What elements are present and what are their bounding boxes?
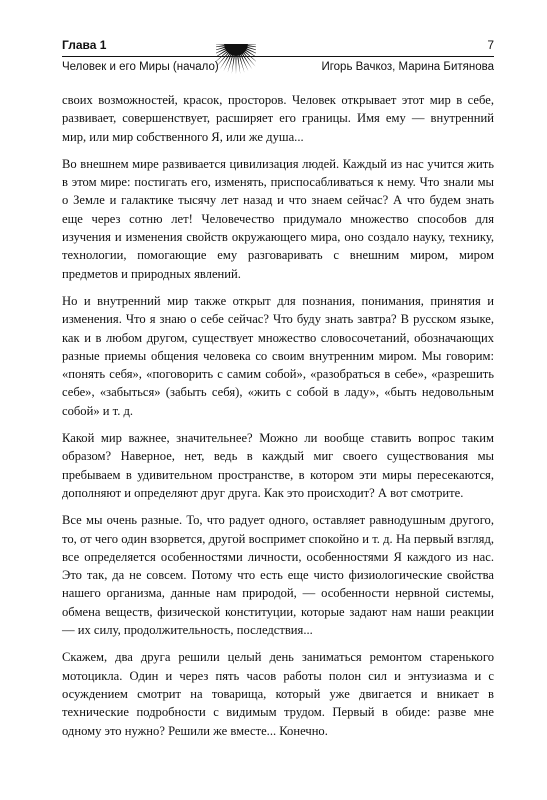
running-header xyxy=(62,37,494,77)
paragraph: Все мы очень разные. То, что радует одного, оставляет равнодушным другого, то, от чего один взорвется, другой воспримет спокойно и т. д. На первый взгляд, все определяется особенностями личности, особенностями Я каждого из нас. Это так, да не совсем. Потому что есть еще чисто физиологические свойства нашего организма, данные нам природой, — особенности нервной системы, обмена веществ, физической конституции, которые задают нам наши реакции — их силу, продолжительность, последствия... xyxy=(62,513,494,638)
chapter-label: Глава 1 xyxy=(62,38,107,52)
header-rule xyxy=(62,56,494,57)
page-number: 7 xyxy=(487,38,494,52)
sun-ray xyxy=(242,54,252,69)
sun-ray xyxy=(246,50,256,60)
sun-ray xyxy=(220,54,230,69)
paragraph: Во внешнем мире развивается цивилизация людей. Каждый из нас учится жить в этом мире: постигать его, изменять, приспосабливаться к нему. Что знали мы о Земле и галактике тысячу лет назад и что знаем сейчас? А что будем знать еще через сотню лет! Человечество придумало множество способов для изучения и изменения свойств окружающего мира, оно создало науку, технику, технологии, помогающие ему разговаривать с внешним миром, миром предметов и природных явлений. xyxy=(62,156,494,281)
chapter-subtitle: Человек и его Миры (начало) xyxy=(62,61,219,73)
sun-ray xyxy=(216,50,226,60)
sun-half-icon xyxy=(216,44,256,78)
paragraph: Какой мир важнее, значительнее? Можно ли вообще ставить вопрос таким образом? Наверное, нет, ведь в каждый миг своего существования мы пребываем в удивительном пространстве, в котором эти миры пересекаются, дополняют и определяют друг друга. Как это происходит? А вот смотрите. xyxy=(62,431,494,500)
sun-ray xyxy=(248,44,256,45)
authors: Игорь Вачкоз, Марина Битянова xyxy=(321,61,494,73)
body-text xyxy=(62,91,494,749)
paragraph: Скажем, два друга решили целый день заниматься ремонтом старенького мотоцикла. Один и через пять часов работы полон сил и энтузиазма и с осуждением смотрит на товарища, который уже двигается и вникает в технические подробности с видимым трудом. Первый в обиде: разве мне одному это нужно? Решили же вместе... Конечно. xyxy=(62,650,494,738)
paragraph: Но и внутренний мир также открыт для познания, понимания, принятия и изменения. Что я знаю о себе сейчас? Что буду знать завтра? В русском языке, как и в любом другом, существует множество словосочетаний, обозначающих разные приемы общения человека со своим внутренним миром. Мы говорим: «понять себя», «поговорить с самим собой», «разобраться в себе», «разрешить себе», «забыться» (забыть себя), «жить с собой в ладу», «быть недовольным собой» и т. д. xyxy=(62,293,494,418)
sun-ray xyxy=(216,44,224,45)
paragraph: своих возможностей, красок, просторов. Человек открывает этот мир в себе, развивает, совершенствует, расширяет его границы. Имя ему — внутренний мир, или мир собственного Я, или же душа... xyxy=(62,93,494,144)
sun-ray xyxy=(235,56,236,74)
